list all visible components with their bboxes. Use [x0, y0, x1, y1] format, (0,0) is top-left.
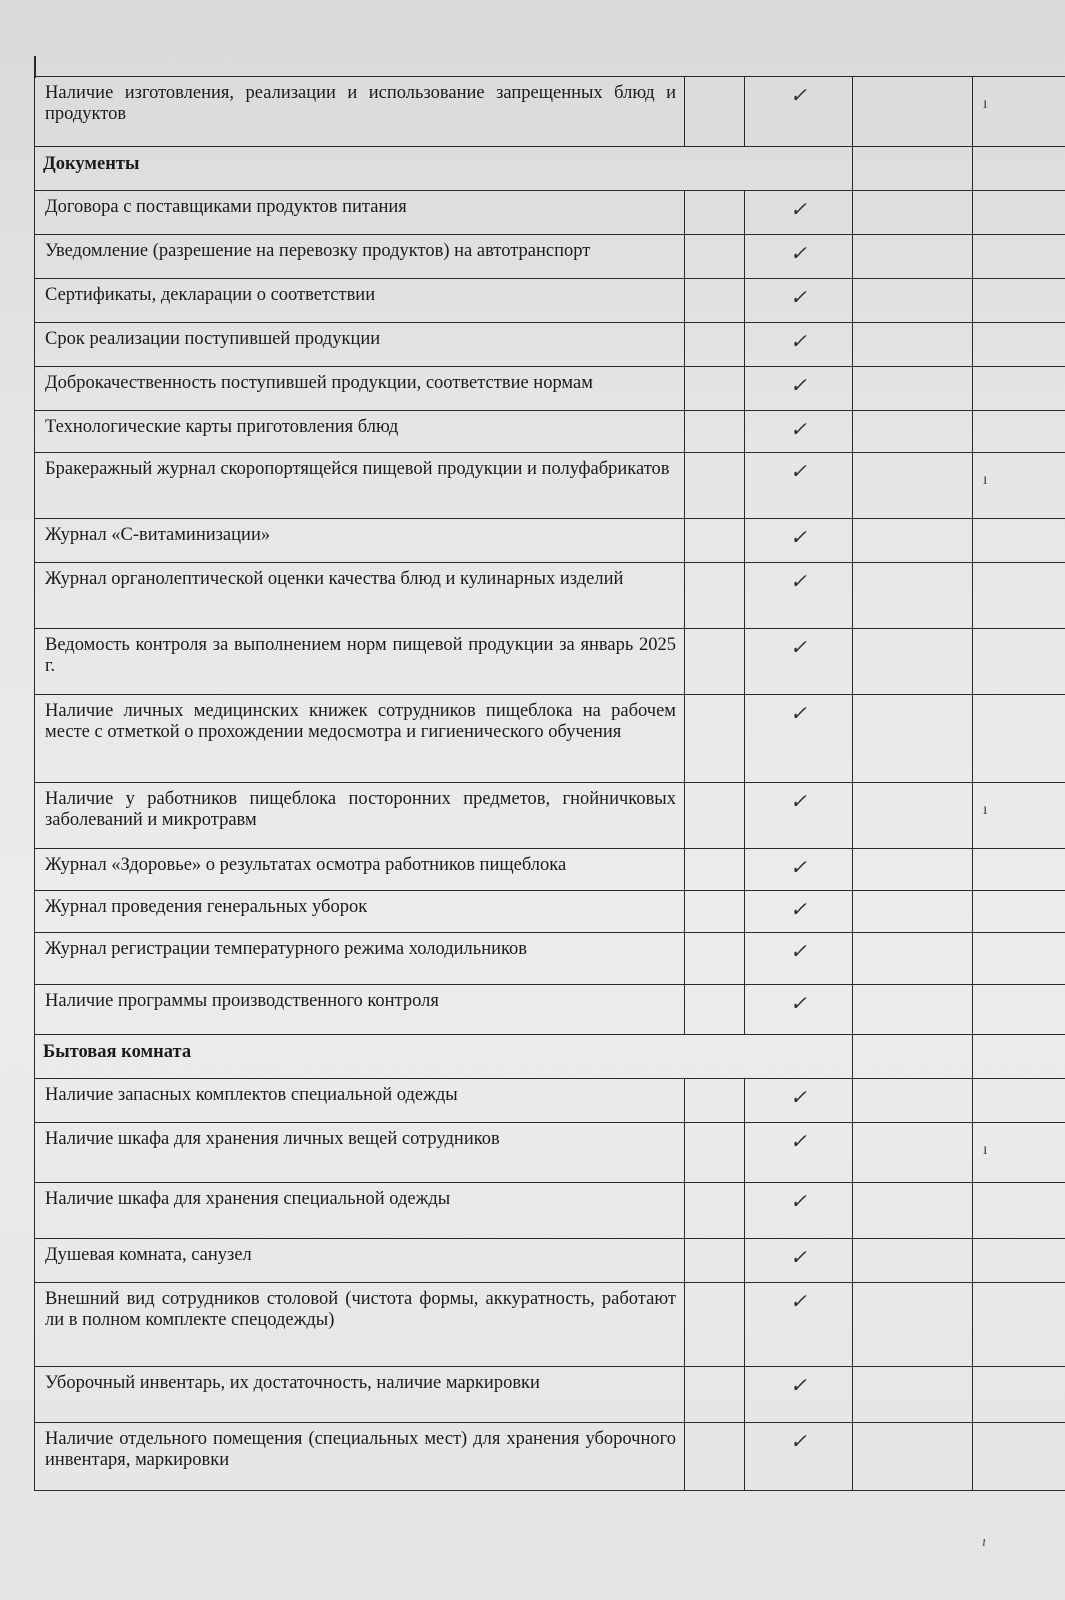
checkmark-cell: ✓	[745, 323, 853, 367]
table-row	[35, 985, 1065, 1035]
checkmark-cell: ✓	[745, 453, 853, 519]
checkmark-cell: ✓	[745, 77, 853, 147]
empty-cell	[685, 191, 745, 235]
empty-cell	[685, 1079, 745, 1123]
empty-cell	[685, 323, 745, 367]
checkmark-cell: ✓	[745, 279, 853, 323]
criterion-text: Журнал регистрации температурного режима холодильников	[35, 933, 685, 985]
empty-cell	[853, 933, 973, 985]
empty-cell	[853, 1035, 973, 1079]
criterion-text: Наличие запасных комплектов специальной одежды	[35, 1079, 685, 1123]
criterion-text: Сертификаты, декларации о соответствии	[35, 279, 685, 323]
margin-rule	[34, 56, 36, 78]
empty-cell	[685, 411, 745, 453]
tick-stub-cell	[973, 985, 1065, 1035]
empty-cell	[853, 367, 973, 411]
checkmark-cell: ✓	[745, 1367, 853, 1423]
checkmark-cell: ✓	[745, 367, 853, 411]
criterion-text: Журнал «С-витаминизации»	[35, 519, 685, 563]
empty-cell	[685, 933, 745, 985]
table-row	[35, 563, 1065, 629]
criterion-text: Журнал органолептической оценки качества блюд и кулинарных изделий	[35, 563, 685, 629]
criterion-text: Уборочный инвентарь, их достаточность, наличие маркировки	[35, 1367, 685, 1423]
table-row	[35, 1183, 1065, 1239]
section-title: Документы	[35, 147, 853, 191]
table-row	[35, 629, 1065, 695]
empty-cell	[685, 1123, 745, 1183]
criterion-text: Доброкачественность поступившей продукции, соответствие нормам	[35, 367, 685, 411]
checkmark-cell: ✓	[745, 1079, 853, 1123]
table-row	[35, 279, 1065, 323]
table-row	[35, 695, 1065, 783]
empty-cell	[853, 279, 973, 323]
table-row	[35, 323, 1065, 367]
tick-stub-cell	[973, 519, 1065, 563]
table-row	[35, 1123, 1065, 1183]
criterion-text: Наличие отдельного помещения (специальных мест) для хранения уборочного инвентаря, маркировки	[35, 1423, 685, 1491]
empty-cell	[853, 891, 973, 933]
table-row	[35, 1239, 1065, 1283]
empty-cell	[685, 985, 745, 1035]
checkmark-cell: ✓	[745, 563, 853, 629]
criterion-text: Бракеражный журнал скоропортящейся пищевой продукции и полуфабрикатов	[35, 453, 685, 519]
checkmark-cell: ✓	[745, 891, 853, 933]
tick-stub-cell	[973, 695, 1065, 783]
tick-stub-cell	[973, 1079, 1065, 1123]
empty-cell	[685, 235, 745, 279]
tick-stub-cell	[973, 235, 1065, 279]
table-row	[35, 367, 1065, 411]
empty-cell	[853, 1239, 973, 1283]
tick-stub-cell	[973, 323, 1065, 367]
section-header-row	[35, 147, 1065, 191]
checkmark-cell: ✓	[745, 519, 853, 563]
empty-cell	[853, 323, 973, 367]
table-row	[35, 191, 1065, 235]
tick-stub-cell	[973, 1239, 1065, 1283]
empty-cell	[685, 77, 745, 147]
criterion-text: Наличие шкафа для хранения специальной одежды	[35, 1183, 685, 1239]
checkmark-cell: ✓	[745, 629, 853, 695]
checkmark-cell: ✓	[745, 235, 853, 279]
table-row	[35, 1367, 1065, 1423]
checkmark-cell: ✓	[745, 411, 853, 453]
table-row	[35, 1079, 1065, 1123]
empty-cell	[685, 891, 745, 933]
empty-cell	[685, 1183, 745, 1239]
tick-stub-cell: ı	[973, 783, 1065, 849]
empty-cell	[685, 1283, 745, 1367]
empty-cell	[853, 1423, 973, 1491]
checkmark-cell: ✓	[745, 191, 853, 235]
empty-cell	[853, 695, 973, 783]
criterion-text: Внешний вид сотрудников столовой (чистота формы, аккуратность, работают ли в полном комплекте спецодежды)	[35, 1283, 685, 1367]
empty-cell	[853, 147, 973, 191]
empty-cell	[685, 783, 745, 849]
empty-cell	[973, 147, 1065, 191]
table-row	[35, 453, 1065, 519]
table-row	[35, 849, 1065, 891]
empty-cell	[853, 1367, 973, 1423]
checkmark-cell: ✓	[745, 933, 853, 985]
empty-cell	[685, 279, 745, 323]
criterion-text: Наличие изготовления, реализации и использование запрещенных блюд и продуктов	[35, 77, 685, 147]
criterion-text: Уведомление (разрешение на перевозку продуктов) на автотранспорт	[35, 235, 685, 279]
table-row	[35, 891, 1065, 933]
empty-cell	[685, 519, 745, 563]
empty-cell	[853, 849, 973, 891]
empty-cell	[853, 191, 973, 235]
empty-cell	[853, 783, 973, 849]
criterion-text: Наличие программы производственного контроля	[35, 985, 685, 1035]
tick-stub-cell	[973, 1423, 1065, 1491]
table-row	[35, 783, 1065, 849]
tick-stub-cell: ı	[973, 453, 1065, 519]
tick-stub-cell	[973, 563, 1065, 629]
checkmark-cell: ✓	[745, 985, 853, 1035]
empty-cell	[853, 1123, 973, 1183]
empty-cell	[685, 563, 745, 629]
empty-cell	[685, 629, 745, 695]
table-row	[35, 77, 1065, 147]
empty-cell	[685, 1423, 745, 1491]
empty-cell	[685, 453, 745, 519]
tick-stub-cell	[973, 629, 1065, 695]
empty-cell	[853, 563, 973, 629]
inspection-checklist-table	[34, 76, 1065, 1491]
empty-cell	[853, 629, 973, 695]
table-row	[35, 933, 1065, 985]
tick-stub-cell	[973, 411, 1065, 453]
table-row	[35, 519, 1065, 563]
footer-mark: ı	[982, 1534, 987, 1550]
criterion-text: Наличие личных медицинских книжек сотрудников пищеблока на рабочем месте с отметкой о прохождении медосмотра и гигиенического обучения	[35, 695, 685, 783]
criterion-text: Наличие шкафа для хранения личных вещей сотрудников	[35, 1123, 685, 1183]
checklist-rows	[35, 77, 1065, 1491]
criterion-text: Ведомость контроля за выполнением норм пищевой продукции за январь 2025 г.	[35, 629, 685, 695]
tick-stub-cell: ı	[973, 1123, 1065, 1183]
checkmark-cell: ✓	[745, 1239, 853, 1283]
section-title: Бытовая комната	[35, 1035, 853, 1079]
tick-stub-cell	[973, 1367, 1065, 1423]
table-row	[35, 1283, 1065, 1367]
criterion-text: Душевая комната, санузел	[35, 1239, 685, 1283]
tick-stub-cell	[973, 191, 1065, 235]
empty-cell	[685, 695, 745, 783]
table-row	[35, 235, 1065, 279]
checkmark-cell: ✓	[745, 783, 853, 849]
criterion-text: Журнал «Здоровье» о результатах осмотра работников пищеблока	[35, 849, 685, 891]
criterion-text: Журнал проведения генеральных уборок	[35, 891, 685, 933]
empty-cell	[685, 367, 745, 411]
checkmark-cell: ✓	[745, 849, 853, 891]
tick-stub-cell: ı	[973, 77, 1065, 147]
tick-stub-cell	[973, 1183, 1065, 1239]
section-header-row	[35, 1035, 1065, 1079]
empty-cell	[853, 1183, 973, 1239]
checkmark-cell: ✓	[745, 695, 853, 783]
checkmark-cell: ✓	[745, 1283, 853, 1367]
tick-stub-cell	[973, 849, 1065, 891]
empty-cell	[973, 1035, 1065, 1079]
criterion-text: Наличие у работников пищеблока посторонних предметов, гнойничковых заболеваний и микротравм	[35, 783, 685, 849]
tick-stub-cell	[973, 367, 1065, 411]
empty-cell	[853, 985, 973, 1035]
empty-cell	[685, 1367, 745, 1423]
tick-stub-cell	[973, 891, 1065, 933]
empty-cell	[853, 235, 973, 279]
criterion-text: Срок реализации поступившей продукции	[35, 323, 685, 367]
empty-cell	[853, 77, 973, 147]
tick-stub-cell	[973, 1283, 1065, 1367]
checkmark-cell: ✓	[745, 1423, 853, 1491]
empty-cell	[853, 453, 973, 519]
table-row	[35, 1423, 1065, 1491]
tick-stub-cell	[973, 933, 1065, 985]
tick-stub-cell	[973, 279, 1065, 323]
checkmark-cell: ✓	[745, 1123, 853, 1183]
empty-cell	[853, 519, 973, 563]
empty-cell	[853, 411, 973, 453]
criterion-text: Технологические карты приготовления блюд	[35, 411, 685, 453]
empty-cell	[853, 1079, 973, 1123]
empty-cell	[853, 1283, 973, 1367]
criterion-text: Договора с поставщиками продуктов питания	[35, 191, 685, 235]
table-row	[35, 411, 1065, 453]
empty-cell	[685, 849, 745, 891]
empty-cell	[685, 1239, 745, 1283]
checkmark-cell: ✓	[745, 1183, 853, 1239]
